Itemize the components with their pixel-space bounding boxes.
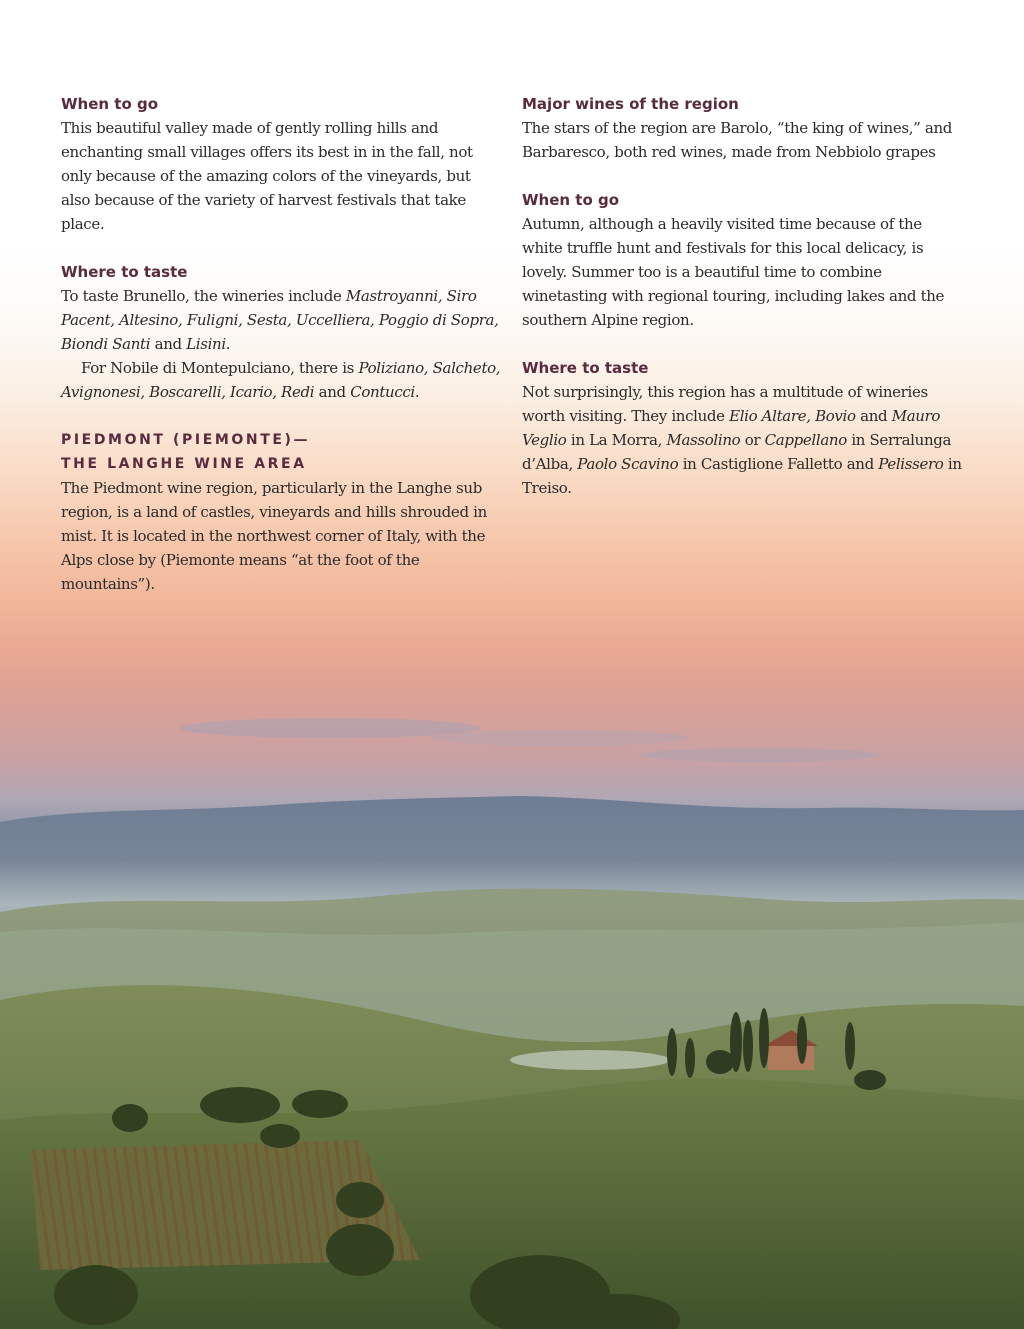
winery-names: Cappellano xyxy=(764,431,847,449)
text-run: For Nobile di Montepulciano, there is xyxy=(81,359,359,377)
text-run: in Treiso. xyxy=(522,455,962,497)
text-run: in Castiglione Falletto and xyxy=(678,455,879,473)
brunello-wineries-paragraph xyxy=(61,284,501,356)
major-wines-heading: Major wines of the region xyxy=(522,95,739,113)
left-column xyxy=(61,92,501,596)
text-run: in Serralunga d’Alba, xyxy=(522,431,952,473)
winery-names: Lisini. xyxy=(186,335,231,353)
winery-names: Mastroyanni, Siro Pacent, Altesino, Fuligni, Sesta, Uccelliera, Poggio di Sopra, Biondi Santi xyxy=(61,287,499,353)
when-to-go-heading: When to go xyxy=(522,191,620,209)
when-to-go-text: Autumn, although a heavily visited time because of the white truffle hunt and festivals for this local delicacy, is lovely. Summer too is a beautiful time to combine winetasting with regional touring, including lakes and the southern Alpine region. xyxy=(522,215,945,329)
where-to-taste-heading: Where to taste xyxy=(61,263,188,281)
when-to-go-text: This beautiful valley made of gently rolling hills and enchanting small villages offers its best in in the fall, not only because of the amazing colors of the vineyards, but also because of the variety of harvest festivals that take place. xyxy=(61,119,473,233)
text-run: and xyxy=(855,407,892,425)
nobile-wineries-paragraph xyxy=(61,356,501,404)
piedmont-intro-text: The Piedmont wine region, particularly in the Langhe sub region, is a land of castles, vineyards and hills shrouded in mist. It is located in the northwest corner of Italy, with the Alps close by (Piemonte means “at the foot of the mountains”). xyxy=(61,479,487,593)
winery-names: Massolino xyxy=(666,431,741,449)
text-run: and xyxy=(314,383,351,401)
major-wines-text: The stars of the region are Barolo, “the king of wines,” and Barbaresco, both red wines, made from Nebbiolo grapes xyxy=(522,119,953,161)
text-run: To taste Brunello, the wineries include xyxy=(61,287,346,305)
text-run: or xyxy=(740,431,765,449)
text-run: Not surprisingly, this region has a multitude of wineries worth visiting. They include xyxy=(522,383,928,425)
text-run: in La Morra, xyxy=(566,431,667,449)
winery-names: Poliziano, Salcheto, Avignonesi, Boscarelli, Icario, Redi xyxy=(61,359,501,401)
when-to-go-heading: When to go xyxy=(61,95,159,113)
winery-names: Pelissero xyxy=(878,455,944,473)
winery-names: Contucci. xyxy=(350,383,420,401)
where-to-taste-heading: Where to taste xyxy=(522,359,649,377)
winery-names: Paolo Scavino xyxy=(577,455,679,473)
winery-names: Elio Altare, Bovio xyxy=(729,407,856,425)
tuscan-landscape-photo xyxy=(0,560,1024,1329)
winery-names: Mauro Veglio xyxy=(522,407,941,449)
text-run: and xyxy=(150,335,187,353)
piedmont-wineries-paragraph xyxy=(522,380,962,500)
langhe-section-heading: THE LANGHE WINE AREA xyxy=(61,456,307,472)
piedmont-section-heading: PIEDMONT (PIEMONTE)— xyxy=(61,432,311,448)
right-column xyxy=(522,92,962,500)
